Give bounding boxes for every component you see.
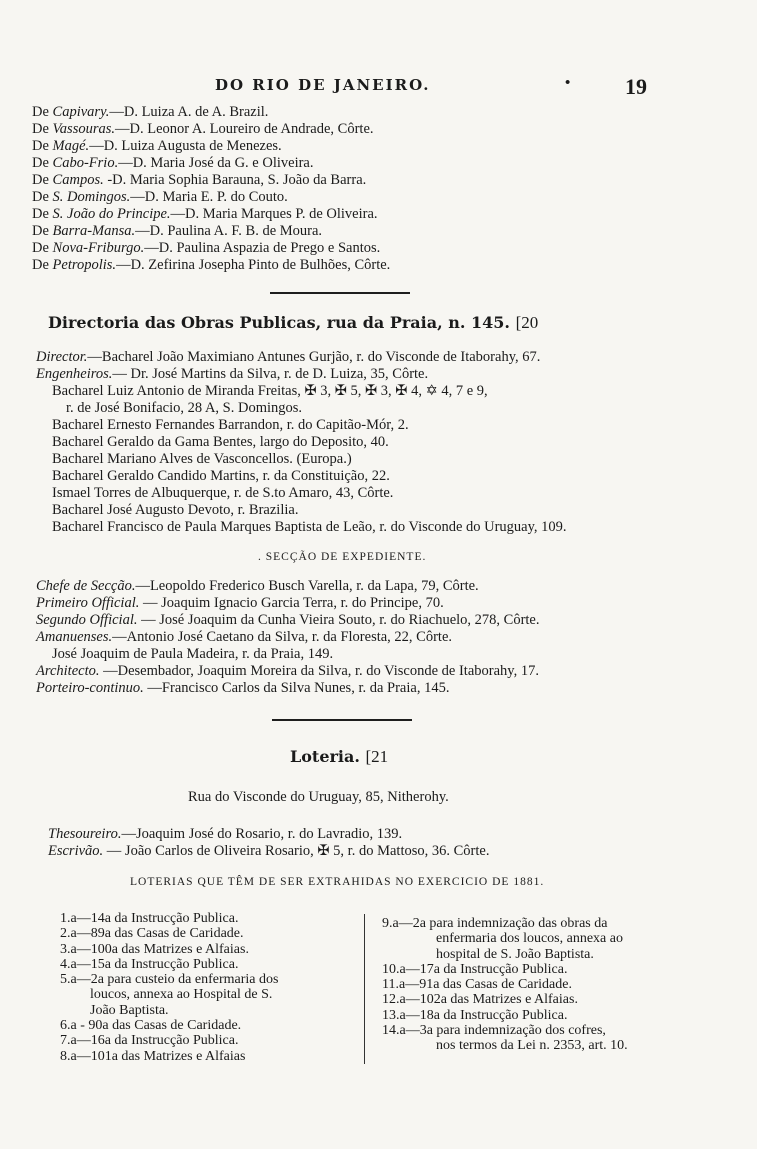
- professora-place: Magé.: [52, 138, 90, 154]
- loteria-right-item: hospital de S. João Baptista.: [436, 946, 594, 962]
- member-line: Bacharel Ernesto Fernandes Barrandon, r. do Capitão-Mór, 2.: [52, 417, 409, 433]
- loteria-right-item: 13.a—18a da Instrucção Publica.: [382, 1007, 568, 1023]
- page-header: [0, 74, 757, 100]
- loteria-left-item: 5.a—2a para custeio da enfermaria dos: [60, 972, 279, 988]
- engenheiros-line: [36, 366, 757, 383]
- loteria-heading: [290, 747, 757, 767]
- de-prefix: De: [32, 257, 53, 273]
- professora-line: [32, 189, 757, 206]
- de-prefix: De: [32, 155, 53, 171]
- loteria-heading-ref: [21: [365, 747, 389, 766]
- member-line: Bacharel Geraldo da Gama Bentes, largo do Deposito, 40.: [52, 434, 389, 450]
- obras-directors: [36, 349, 757, 383]
- obras-heading-text: Directoria das Obras Publicas, rua da Praia, n. 145.: [48, 313, 510, 332]
- member-line: Bacharel José Augusto Devoto, r. Brazilia.: [52, 502, 299, 518]
- professora-text: -D. Maria Sophia Barauna, S. João da Barra.: [103, 172, 367, 188]
- professora-text: —D. Maria José da G. e Oliveira.: [118, 155, 314, 171]
- professora-place: Cabo-Frio.: [52, 155, 119, 171]
- expediente-line: [36, 680, 757, 697]
- expediente-line: [36, 646, 757, 663]
- director-role: Director.: [36, 349, 88, 365]
- expediente-role: Amanuenses.: [36, 629, 113, 645]
- expediente-text: — José Joaquim da Cunha Vieira Souto, r. do Riachuelo, 278, Côrte.: [137, 612, 540, 628]
- loteria-right-item: nos termos da Lei n. 2353, art. 10.: [436, 1038, 628, 1054]
- professora-place: Nova-Friburgo.: [52, 240, 145, 256]
- engenheiros-text: — Dr. José Martins da Silva, r. de D. Luiza, 35, Côrte.: [112, 366, 429, 382]
- loteria-left-item: loucos, annexa ao Hospital de S.: [90, 987, 273, 1003]
- expediente-line: [36, 595, 757, 612]
- de-prefix: De: [32, 172, 53, 188]
- loteria-subheading: LOTERIAS QUE TÊM DE SER EXTRAHIDAS NO EXERCICIO DE 1881.: [130, 876, 545, 888]
- loteria-address: Rua do Visconde do Uruguay, 85, Nitherohy.: [188, 789, 449, 805]
- thesoureiro-role: Thesoureiro.: [48, 826, 122, 842]
- expediente-role: Chefe de Secção.: [36, 578, 136, 594]
- de-prefix: De: [32, 223, 53, 239]
- professora-text: —D. Paulina Aspazia de Prego e Santos.: [144, 240, 381, 256]
- loteria-left-item: 2.a—89a das Casas de Caridade.: [60, 926, 244, 942]
- member-line: Bacharel Geraldo Candido Martins, r. da Constituição, 22.: [52, 468, 390, 484]
- expediente-text: —Desembador, Joaquim Moreira da Silva, r. do Visconde de Itaborahy, 17.: [99, 663, 539, 679]
- expediente-role: Porteiro-continuo.: [36, 680, 144, 696]
- professora-place: Petropolis.: [52, 257, 117, 273]
- expediente-line: [36, 578, 757, 595]
- page-number: 19: [625, 74, 647, 99]
- professora-line: [32, 121, 757, 138]
- obras-members: [52, 383, 757, 536]
- loteria-left-column: [60, 911, 360, 1064]
- de-prefix: De: [32, 138, 53, 154]
- column-divider: [364, 914, 365, 1064]
- de-prefix: De: [32, 121, 53, 137]
- professora-place: Barra-Mansa.: [52, 223, 136, 239]
- professora-line: [32, 138, 757, 155]
- professora-text: —D. Maria Marques P. de Oliveira.: [170, 206, 378, 222]
- professora-line: [32, 104, 757, 121]
- professora-text: —D. Leonor A. Loureiro de Andrade, Côrte.: [115, 121, 374, 137]
- loteria-left-item: 7.a—16a da Instrucção Publica.: [60, 1033, 239, 1049]
- engenheiros-role: Engenheiros.: [36, 366, 113, 382]
- loteria-right-item: 14.a—3a para indemnização dos cofres,: [382, 1023, 606, 1039]
- obras-heading-ref: [20: [515, 313, 539, 332]
- loteria-heading-text: Loteria.: [290, 747, 360, 766]
- expediente-text: —Leopoldo Frederico Busch Varella, r. da Lapa, 79, Côrte.: [135, 578, 479, 594]
- expediente-text: — Joaquim Ignacio Garcia Terra, r. do Principe, 70.: [139, 595, 444, 611]
- seccao-heading: . SECÇÃO DE EXPEDIENTE.: [258, 551, 427, 563]
- professora-text: —D. Luiza A. de A. Brazil.: [109, 104, 269, 120]
- expediente-line: [36, 612, 757, 629]
- loteria-right-item: 9.a—2a para indemnização das obras da: [382, 916, 608, 931]
- professora-line: [32, 240, 757, 257]
- de-prefix: De: [32, 206, 53, 222]
- section-divider: [270, 292, 410, 294]
- loteria-staff: [48, 826, 757, 860]
- loteria-right-item: 11.a—91a das Casas de Caridade.: [382, 977, 572, 993]
- obras-heading: [48, 313, 757, 333]
- expediente-role: Architecto.: [36, 663, 100, 679]
- loteria-left-item: 1.a—14a da Instrucção Publica.: [60, 911, 239, 926]
- professora-line: [32, 155, 757, 172]
- professora-place: Campos.: [52, 172, 104, 188]
- expediente-text: —Francisco Carlos da Silva Nunes, r. da Praia, 145.: [143, 680, 450, 696]
- thesoureiro-text: —Joaquim José do Rosario, r. do Lavradio, 139.: [121, 826, 403, 842]
- section-divider-2: [272, 719, 412, 721]
- professora-line: [32, 206, 757, 223]
- escrivao-role: Escrivão.: [48, 843, 104, 859]
- director-text: —Bacharel João Maximiano Antunes Gurjão, r. do Visconde de Itaborahy, 67.: [87, 349, 541, 365]
- member-line: Bacharel Francisco de Paula Marques Baptista de Leão, r. do Visconde do Uruguay, 109.: [52, 519, 567, 535]
- loteria-left-item: 4.a—15a da Instrucção Publica.: [60, 956, 239, 972]
- professora-text: —D. Zefirina Josepha Pinto de Bulhões, Côrte.: [116, 257, 391, 273]
- loteria-right-column: [382, 916, 712, 1054]
- de-prefix: De: [32, 104, 53, 120]
- loteria-left-item: 3.a—100a das Matrizes e Alfaias.: [60, 941, 249, 957]
- professora-place: S. João do Principe.: [52, 206, 171, 222]
- escrivao-line: [48, 843, 757, 860]
- expediente-line: [36, 629, 757, 646]
- de-prefix: De: [32, 189, 53, 205]
- loteria-right-item: 12.a—102a das Matrizes e Alfaias.: [382, 992, 578, 1008]
- running-title: DO RIO DE JANEIRO.: [215, 76, 431, 94]
- loteria-left-item: 6.a - 90a das Casas de Caridade.: [60, 1018, 242, 1034]
- expediente-line: [36, 663, 757, 680]
- thesoureiro-line: [48, 826, 757, 843]
- professora-line: [32, 172, 757, 189]
- professoras-list: [32, 104, 757, 274]
- loteria-left-item: 8.a—101a das Matrizes e Alfaias: [60, 1048, 246, 1064]
- member-line: Ismael Torres de Albuquerque, r. de S.to Amaro, 43, Côrte.: [52, 485, 394, 501]
- loteria-left-item: João Baptista.: [90, 1002, 169, 1018]
- expediente-role: Segundo Official.: [36, 612, 138, 628]
- professora-place: S. Domingos.: [52, 189, 131, 205]
- escrivao-text: — João Carlos de Oliveira Rosario, ✠ 5, r. do Mattoso, 36. Côrte.: [103, 843, 490, 859]
- expediente-text: —Antonio José Caetano da Silva, r. da Floresta, 22, Côrte.: [112, 629, 453, 645]
- professora-text: —D. Luiza Augusta de Menezes.: [89, 138, 282, 154]
- expediente-list: [36, 578, 757, 697]
- director-line: [36, 349, 757, 366]
- expediente-role: Primeiro Official.: [36, 595, 140, 611]
- loteria-right-item: enfermaria dos loucos, annexa ao: [436, 931, 623, 947]
- member-line: Bacharel Luiz Antonio de Miranda Freitas, ✠ 3, ✠ 5, ✠ 3, ✠ 4, ✡ 4, 7 e 9,: [52, 383, 488, 399]
- member-line: Bacharel Mariano Alves de Vasconcellos. (Europa.): [52, 451, 352, 467]
- loteria-right-item: 10.a—17a da Instrucção Publica.: [382, 961, 568, 977]
- professora-place: Capivary.: [52, 104, 110, 120]
- professora-text: —D. Paulina A. F. B. de Moura.: [135, 223, 323, 239]
- header-dot: •: [565, 75, 571, 91]
- professora-line: [32, 257, 757, 274]
- de-prefix: De: [32, 240, 53, 256]
- professora-text: —D. Maria E. P. do Couto.: [130, 189, 288, 205]
- expediente-text: José Joaquim de Paula Madeira, r. da Praia, 149.: [52, 646, 334, 662]
- member-line: r. de José Bonifacio, 28 A, S. Domingos.: [66, 400, 303, 416]
- professora-place: Vassouras.: [52, 121, 115, 137]
- professora-line: [32, 223, 757, 240]
